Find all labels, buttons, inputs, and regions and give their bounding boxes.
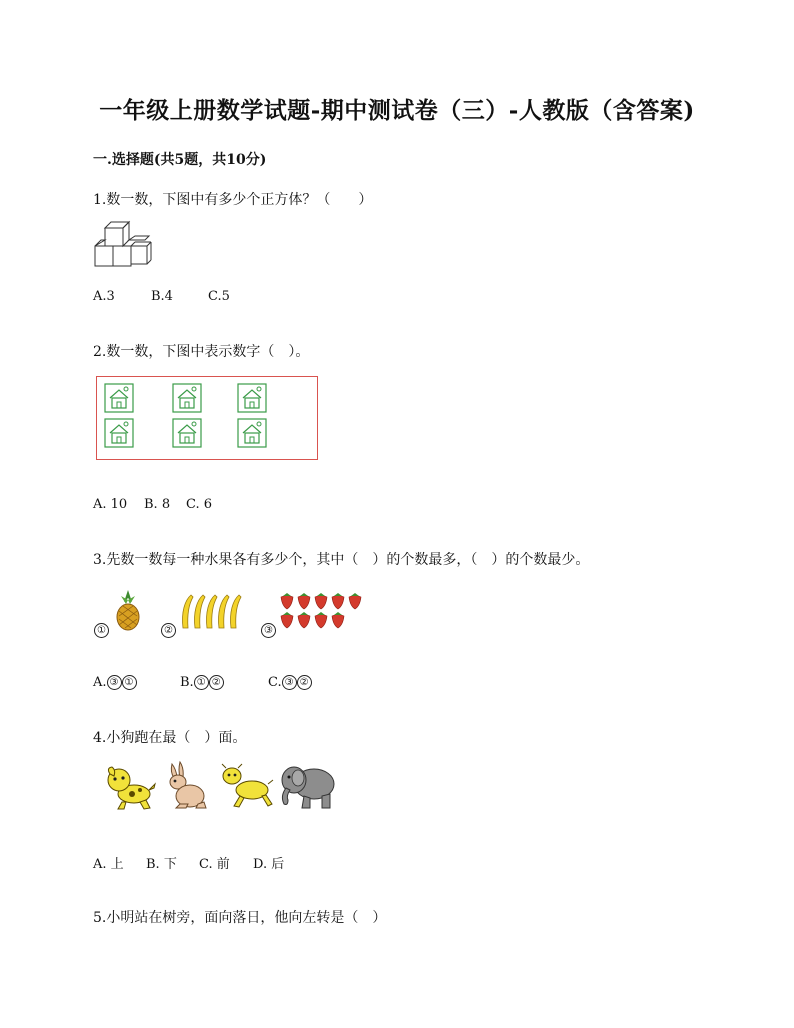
q3-option-c-letter: C. [268,675,282,690]
house-icon [237,418,267,448]
q3-option-a-letter: A. [93,675,107,690]
fruits-figure [93,586,373,642]
question-1-text: 1.数一数，下图中有多少个正方体？（ ） [93,192,373,208]
houses-frame [96,376,318,460]
fruit-label-3: ③ [261,623,276,638]
q3-option-a-second: ① [122,675,137,690]
cow-icon [216,762,274,810]
q2-option-b[interactable]: B. 8 [144,497,171,512]
q4-option-d[interactable]: D. 后 [253,857,285,872]
q3-option-b-second: ② [209,675,224,690]
rabbit-icon [162,760,208,810]
q2-option-a[interactable]: A. 10 [93,497,128,512]
house-icon [172,383,202,413]
q4-option-b[interactable]: B. 下 [146,857,177,872]
house-icon [104,383,134,413]
pineapple-icon [113,588,143,632]
q3-option-c[interactable] [268,675,312,690]
q3-option-c-second: ② [297,675,312,690]
fruit-label-1: ① [94,623,109,638]
dog-icon [104,764,156,810]
question-4-text: 4.小狗跑在最（ ）面。 [93,730,247,746]
strawberries-icon [278,592,364,632]
q1-option-b[interactable]: B.4 [151,289,173,304]
fruit-label-2: ② [161,623,176,638]
animals-figure [104,760,340,812]
house-icon [237,383,267,413]
q1-option-a[interactable]: A.3 [93,289,115,304]
question-5-text: 5.小明站在树旁，面向落日，他向左转是（ ） [93,910,387,926]
q4-option-c[interactable]: C. 前 [199,857,230,872]
cubes-illustration [93,218,153,270]
q3-option-b-first: ① [194,675,209,690]
cubes-figure [93,218,153,270]
bananas-icon [179,592,245,632]
elephant-icon [276,760,338,810]
q3-option-b[interactable] [180,675,224,690]
house-icon [104,418,134,448]
q3-option-b-letter: B. [180,675,194,690]
q3-option-a[interactable] [93,675,137,690]
page-title: 一年级上册数学试题-期中测试卷（三）-人教版（含答案) [99,97,695,124]
q1-option-c[interactable]: C.5 [208,289,230,304]
q3-option-c-first: ③ [282,675,297,690]
section-heading: 一.选择题(共5题，共10分) [93,152,267,168]
question-2-text: 2.数一数，下图中表示数字（ ）。 [93,344,310,360]
question-3-text: 3.先数一数每一种水果各有多少个，其中（ ）的个数最多，（ ）的个数最少。 [93,552,590,568]
house-icon [172,418,202,448]
q4-option-a[interactable]: A. 上 [93,857,124,872]
q3-option-a-first: ③ [107,675,122,690]
q2-option-c[interactable]: C. 6 [186,497,213,512]
